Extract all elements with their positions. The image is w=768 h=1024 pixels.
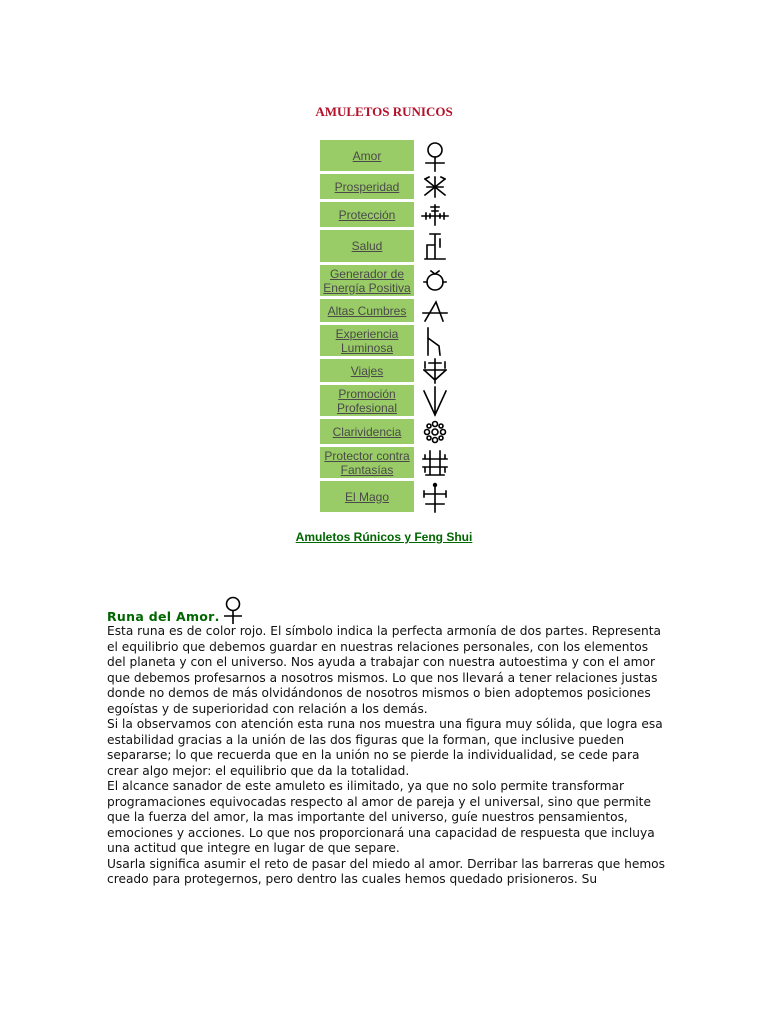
rune-altas-cumbres-icon — [417, 300, 453, 322]
rune-energia-icon — [417, 268, 453, 294]
rune-prosperidad-icon — [417, 175, 453, 199]
article — [107, 594, 667, 888]
rune-row-protector — [320, 447, 454, 478]
rune-row-experiencia — [320, 325, 454, 356]
rune-viajes-icon — [417, 358, 453, 384]
rune-row-salud — [320, 230, 454, 262]
rune-link-prosperidad[interactable]: Prosperidad — [334, 179, 400, 194]
article-title: Runa del Amor — [107, 609, 215, 624]
rune-experiencia-icon — [417, 326, 453, 356]
article-paragraph-4: Usarla significa asumir el reto de pasar del miedo al amor. Derribar las barreras que hemos creado para protegernos, pero dentro las cuales hemos quedado prisioneros. Su — [107, 856, 665, 886]
feng-shui-link[interactable]: Amuletos Rúnicos y Feng Shui — [295, 530, 473, 544]
rune-link-proteccion[interactable]: Protección — [338, 207, 396, 222]
rune-link-altas-cumbres[interactable]: Altas Cumbres — [327, 303, 407, 318]
rune-row-altas-cumbres — [320, 299, 454, 322]
page-title: AMULETOS RUNICOS — [315, 104, 453, 119]
rune-row-energia — [320, 265, 454, 296]
rune-protector-icon — [417, 449, 453, 477]
rune-link-energia[interactable]: Generador de Energía Positiva — [323, 266, 411, 295]
rune-table — [320, 140, 454, 515]
rune-proteccion-icon — [417, 203, 453, 227]
rune-link-amor[interactable]: Amor — [352, 148, 382, 163]
rune-salud-icon — [417, 231, 453, 261]
rune-link-salud[interactable]: Salud — [351, 239, 383, 253]
rune-link-mago[interactable]: El Mago — [344, 489, 390, 504]
article-heading — [107, 594, 667, 624]
rune-row-clarividencia — [320, 419, 454, 444]
rune-row-amor — [320, 140, 454, 171]
rune-amor-icon — [417, 141, 453, 171]
rune-row-promocion — [320, 385, 454, 416]
rune-link-viajes[interactable]: Viajes — [350, 363, 384, 378]
rune-row-proteccion — [320, 202, 454, 227]
rune-link-clarividencia[interactable]: Clarividencia — [332, 424, 402, 439]
article-paragraph-1: Esta runa es de color rojo. El símbolo indica la perfecta armonía de dos partes. Representa el equilibrio que debemos guardar en nuestras relaciones personales, con los elementos del planeta y con el universo. Nos ayuda a trabajar con nuestra autoestima y con el amor que debemos profesarnos a nosotros mismos. Lo que nos llevará a tener relaciones justas donde no demos de más olvidándonos de nosotros mismos o bien adoptemos posiciones egoístas y de superioridad con relación a los demás. — [107, 624, 661, 716]
rune-amor-heading-icon — [222, 596, 244, 624]
rune-row-viajes — [320, 359, 454, 382]
rune-mago-icon — [417, 482, 453, 512]
article-paragraph-3: El alcance sanador de este amuleto es ilimitado, ya que no solo permite transformar programaciones equivocadas respecto al amor de pareja y el universal, sino que permite que la fuerza del amor, la mas importante del universo, guíe nuestros pensamientos, emociones y acciones. Lo que nos proporcionará una capacidad de respuesta que incluya una actitud que integre en lugar de que separe. — [107, 779, 655, 855]
rune-promocion-icon — [417, 386, 453, 416]
rune-link-experiencia[interactable]: Experiencia Luminosa — [335, 326, 399, 355]
feng-shui-link-container — [0, 526, 768, 545]
rune-row-prosperidad — [320, 174, 454, 199]
rune-row-mago — [320, 481, 454, 512]
article-title-period: . — [214, 609, 220, 624]
rune-link-promocion[interactable]: Promoción Profesional — [336, 386, 398, 415]
article-paragraph-2: Si la observamos con atención esta runa nos muestra una figura muy sólida, que logra esa estabilidad gracias a la unión de las dos figuras que la forman, que inclusive pueden separarse; lo que recuerda que en la unión no se pierde la individualidad, se cede para crear algo mejor: el equilibrio que da la totalidad. — [107, 717, 663, 778]
rune-link-protector[interactable]: Protector contra Fantasías — [324, 448, 410, 477]
rune-clarividencia-icon — [417, 419, 453, 445]
